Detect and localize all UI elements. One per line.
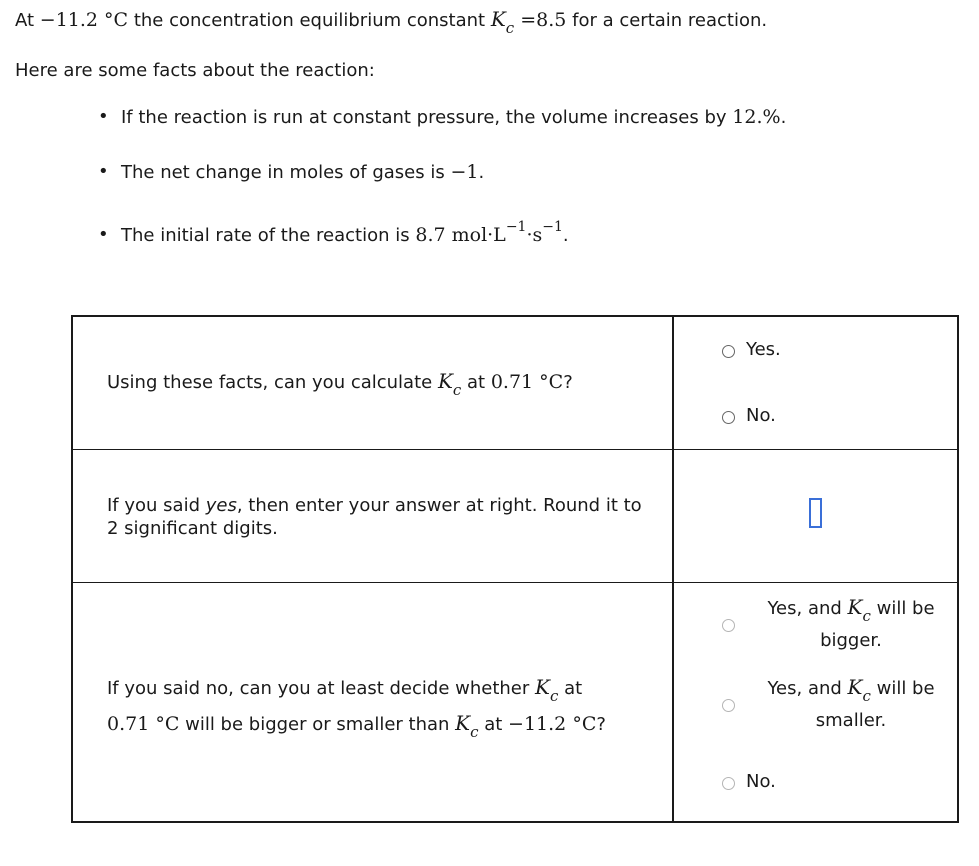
radio-yes[interactable] [722, 345, 735, 358]
kc-subscript: c [862, 607, 871, 625]
q3-temperature-2: −11.2 [508, 713, 567, 735]
fact-text: The initial rate of the reaction is [121, 225, 416, 246]
intro-prefix: At [15, 10, 40, 31]
q3-end: ? [596, 714, 606, 735]
radio-no-decide-label[interactable]: No. [746, 771, 776, 792]
radio-no-decide[interactable] [722, 777, 735, 790]
kc-symbol: K [535, 675, 550, 699]
facts-intro: Here are some facts about the reaction: [15, 60, 375, 81]
fact-suffix: . [478, 162, 485, 183]
bullet-icon: • [98, 161, 109, 182]
intro-suffix: for a certain reaction. [566, 10, 768, 31]
radio-no[interactable] [722, 411, 735, 424]
radio-yes-label[interactable]: Yes. [746, 339, 781, 360]
fact-exponent: −1 [505, 219, 527, 235]
q3-prefix: If you said no, can you at least decide whether [107, 678, 535, 699]
q3-unit-2: °C [566, 713, 597, 735]
kc-subscript: c [549, 687, 559, 705]
q3-suffix: at [558, 678, 583, 699]
kc-subscript: c [452, 381, 462, 399]
kc-symbol: K [847, 595, 863, 619]
bullet-icon: • [98, 224, 109, 245]
row-divider [73, 449, 957, 450]
question-3-text [107, 670, 606, 742]
column-divider [672, 317, 674, 821]
radio-no-label[interactable]: No. [746, 405, 776, 426]
intro-unit: °C [98, 9, 129, 31]
kc-subscript: c [505, 19, 515, 37]
q3-temperature: 0.71 [107, 713, 150, 735]
q1-suffix: ? [563, 372, 573, 393]
option-line2: bigger. [820, 630, 882, 651]
q1-temperature: 0.71 [490, 371, 534, 393]
fact-unit: ·s [526, 224, 543, 246]
fact-value: 8.7 mol·L [415, 224, 506, 246]
kc-symbol: K [455, 711, 471, 735]
radio-smaller-label[interactable] [751, 671, 951, 737]
fact-exponent: −1 [542, 219, 563, 235]
intro-middle: the concentration equilibrium constant [128, 10, 491, 31]
option-prefix: Yes, and [767, 598, 848, 619]
q2-prefix: If you said [107, 495, 206, 516]
fact-suffix: . [562, 225, 569, 246]
q1-middle: at [461, 372, 491, 393]
radio-smaller[interactable] [722, 699, 735, 712]
row-divider [73, 582, 957, 583]
q3-middle: will be bigger or smaller than [179, 714, 456, 735]
fact-value: −1 [450, 161, 479, 183]
fact-text: If the reaction is run at constant pressure, the volume increases by [121, 107, 733, 128]
q1-unit: °C [533, 371, 564, 393]
q2-line2: 2 significant digits. [107, 518, 278, 539]
kc-subscript: c [470, 723, 479, 741]
question-1-text [107, 369, 573, 399]
fact-text: The net change in moles of gases is [121, 162, 451, 183]
q1-prefix: Using these facts, can you calculate [107, 372, 438, 393]
kc-symbol: K [437, 369, 453, 393]
radio-bigger[interactable] [722, 619, 735, 632]
q3-at: at [478, 714, 509, 735]
option-suffix: will be [870, 678, 935, 699]
fact-value: 12.% [732, 106, 781, 128]
question-table [71, 315, 959, 823]
option-line2: smaller. [815, 710, 887, 731]
bullet-icon: • [98, 106, 109, 127]
option-suffix: will be [870, 598, 935, 619]
kc-symbol: K [490, 7, 506, 31]
kc-symbol: K [847, 675, 863, 699]
q2-emphasis: yes [205, 495, 237, 516]
intro-statement [15, 7, 768, 37]
fact-suffix: . [780, 107, 787, 128]
q3-unit: °C [149, 713, 180, 735]
kc-subscript: c [862, 687, 871, 705]
option-prefix: Yes, and [767, 678, 848, 699]
answer-input[interactable] [809, 498, 822, 528]
radio-bigger-label[interactable] [751, 591, 951, 657]
q2-suffix: , then enter your answer at right. Round it to [236, 495, 642, 516]
intro-temperature: −11.2 [39, 9, 99, 31]
kc-value: =8.5 [514, 9, 567, 31]
question-2-text [107, 494, 642, 540]
